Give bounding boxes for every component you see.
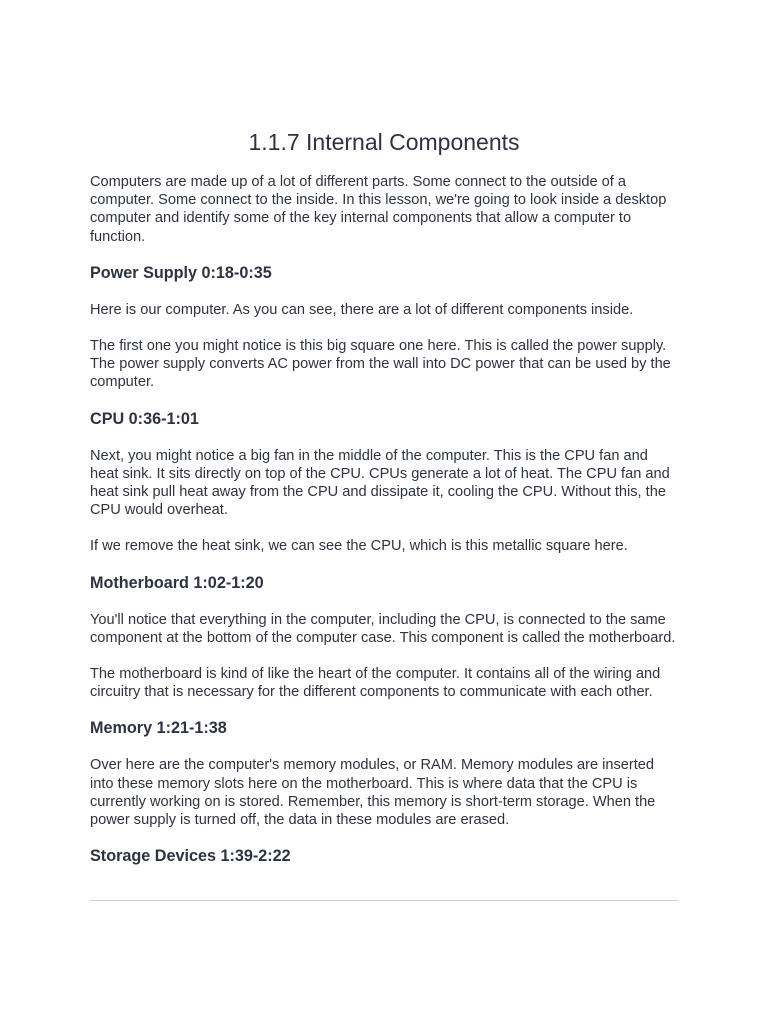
section-heading-cpu: CPU 0:36-1:01 <box>90 409 199 428</box>
memory-paragraph-1: Over here are the computer's memory modules, or RAM. Memory modules are inserted into these memory slots here on the motherboard. This is where data that the CPU is currently working on is stored. Remember, this memory is short-term storage. When the power supply is turned off, the data in these modules are erased. <box>90 757 656 829</box>
section-heading-memory: Memory 1:21-1:38 <box>90 719 227 738</box>
intro-paragraph: Computers are made up of a lot of different parts. Some connect to the outside of a computer. Some connect to the inside. In this lesson, we're going to look inside a desktop computer and identify some of the key internal components that allow a computer to function. <box>90 174 667 245</box>
section-heading-motherboard: Motherboard 1:02-1:20 <box>90 573 264 592</box>
power-supply-paragraph-2: The first one you might notice is this big square one here. This is called the power supply. The power supply converts AC power from the wall into DC power that can be used by the computer. <box>90 338 671 391</box>
motherboard-paragraph-2: The motherboard is kind of like the heart of the computer. It contains all of the wiring and circuitry that is necessary for the different components to communicate with each other. <box>90 666 661 701</box>
page-divider <box>90 900 678 901</box>
power-supply-paragraph-1: Here is our computer. As you can see, there are a lot of different components inside. <box>90 301 634 318</box>
motherboard-paragraph-1: You'll notice that everything in the computer, including the CPU, is connected to the same component at the bottom of the computer case. This component is called the motherboard. <box>90 611 676 646</box>
cpu-paragraph-1: Next, you might notice a big fan in the middle of the computer. This is the CPU fan and heat sink. It sits directly on top of the CPU. CPUs generate a lot of heat. The CPU fan and heat sink pull heat away from the CPU and dissipate it, cooling the CPU. Without this, the CPU would overheat. <box>90 447 670 519</box>
section-heading-power-supply: Power Supply 0:18-0:35 <box>90 263 272 282</box>
cpu-paragraph-2: If we remove the heat sink, we can see the CPU, which is this metallic square here. <box>90 538 628 555</box>
section-heading-storage-devices: Storage Devices 1:39-2:22 <box>90 847 291 866</box>
page-title: 1.1.7 Internal Components <box>248 129 520 155</box>
document-content <box>90 173 678 866</box>
